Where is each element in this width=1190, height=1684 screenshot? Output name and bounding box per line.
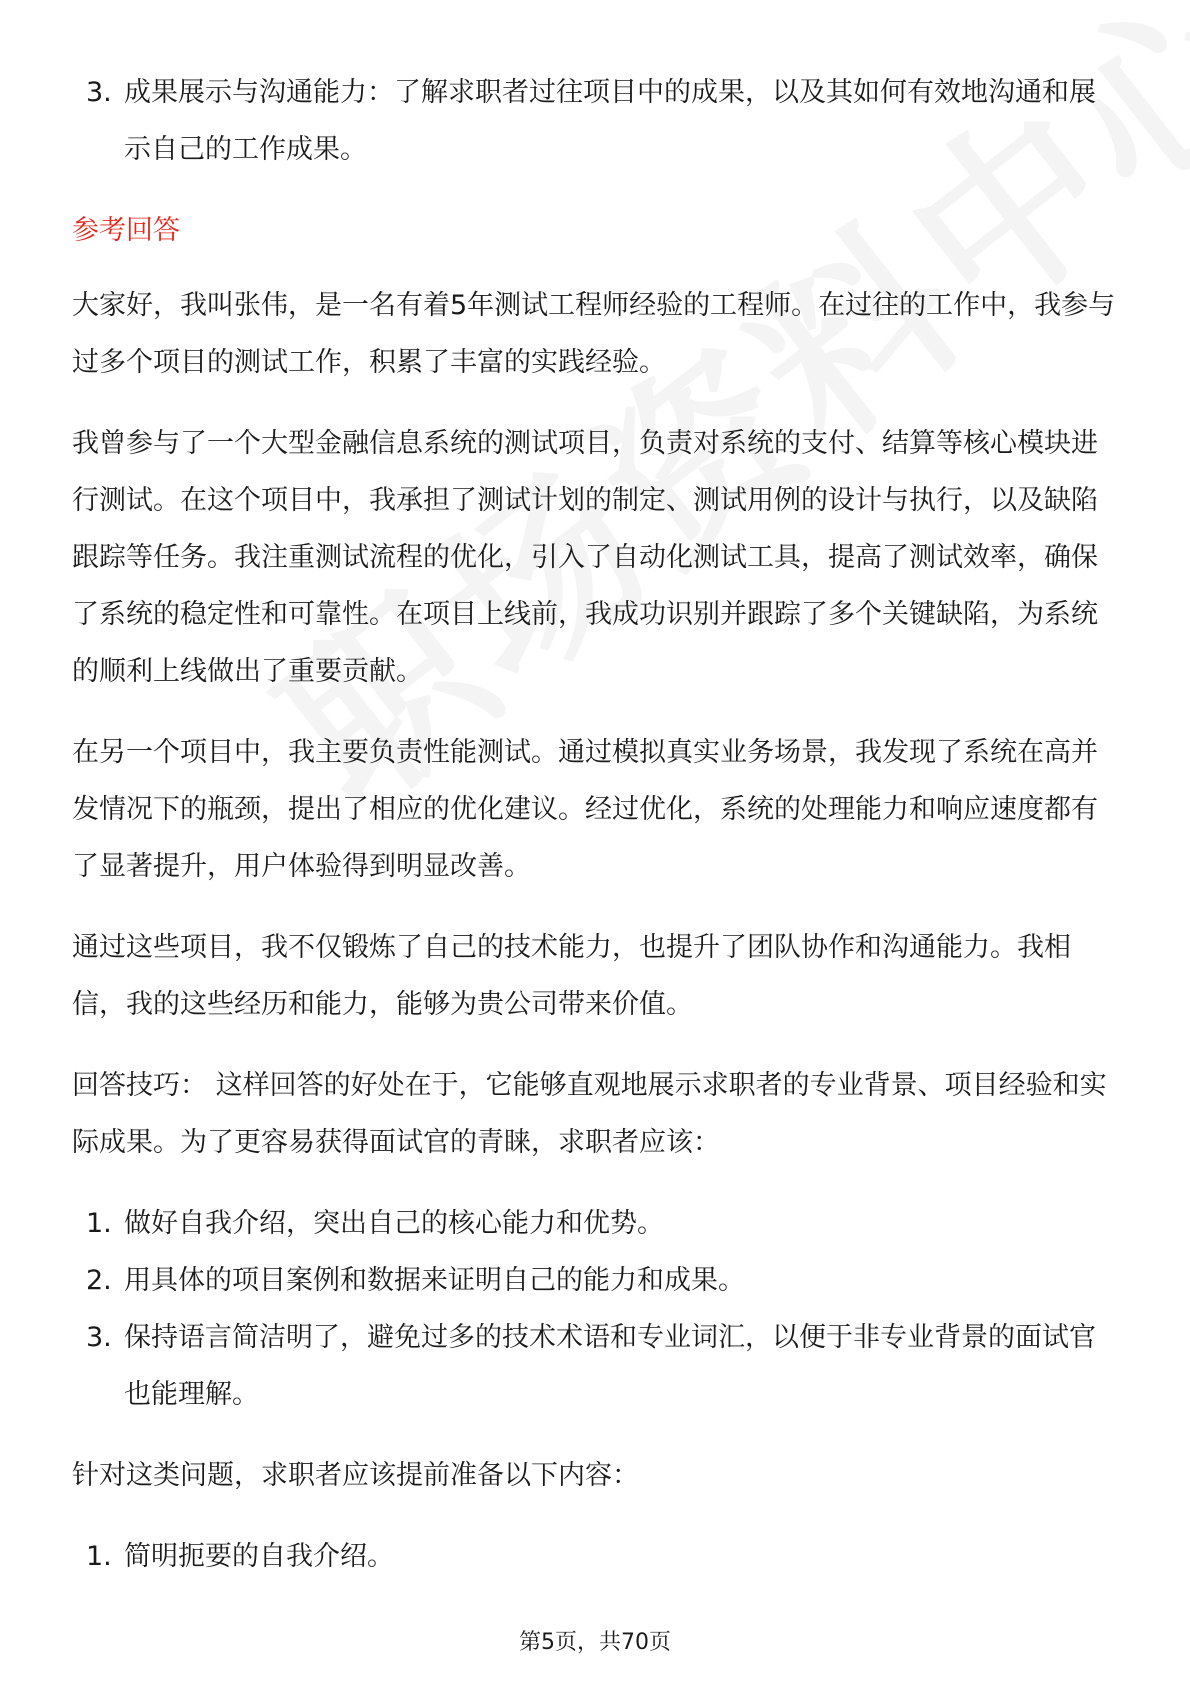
list-text: 用具体的项目案例和数据来证明自己的能力和成果。 [124, 1265, 745, 1296]
list-number: 3. [86, 77, 112, 108]
list-text: 简明扼要的自我介绍。 [124, 1541, 394, 1572]
list-text: 保持语言简洁明了，避免过多的技术术语和专业词汇，以便于非专业背景的面试官也能理解。 [124, 1322, 1096, 1410]
list-item [72, 1252, 1122, 1309]
section-heading: 参考回答 [72, 215, 180, 246]
tips-list [72, 1195, 1122, 1423]
page-number: 第5页，共70页 [519, 1630, 671, 1655]
answer-paragraph: 大家好，我叫张伟，是一名有着5年测试工程师经验的工程师。在过往的工作中，我参与过多个项目的测试工作，积累了丰富的实践经验。 [72, 290, 1116, 378]
answer-tips-paragraph: 回答技巧： 这样回答的好处在于，它能够直观地展示求职者的专业背景、项目经验和实际成果。为了更容易获得面试官的青睐，求职者应该： [72, 1070, 1107, 1158]
answer-paragraph: 在另一个项目中，我主要负责性能测试。通过模拟真实业务场景，我发现了系统在高并发情况下的瓶颈，提出了相应的优化建议。经过优化，系统的处理能力和响应速度都有了显著提升，用户体验得到明显改善。 [72, 737, 1098, 882]
answer-paragraph: 通过这些项目，我不仅锻炼了自己的技术能力，也提升了团队协作和沟通能力。我相信，我的这些经历和能力，能够为贵公司带来价值。 [72, 932, 1071, 1020]
criteria-list [72, 64, 1122, 178]
list-item [72, 1528, 1122, 1585]
answer-paragraph: 我曾参与了一个大型金融信息系统的测试项目，负责对系统的支付、结算等核心模块进行测试。在这个项目中，我承担了测试计划的制定、测试用例的设计与执行，以及缺陷跟踪等任务。我注重测试流程的优化，引入了自动化测试工具，提高了测试效率，确保了系统的稳定性和可靠性。在项目上线前，我成功识别并跟踪了多个关键缺陷，为系统的顺利上线做出了重要贡献。 [72, 428, 1098, 687]
list-number: 1. [86, 1208, 112, 1239]
list-text: 成果展示与沟通能力：了解求职者过往项目中的成果，以及其如何有效地沟通和展示自己的工作成果。 [124, 77, 1096, 165]
list-number: 2. [86, 1265, 112, 1296]
document-body [72, 64, 1122, 1609]
list-number: 1. [86, 1541, 112, 1572]
list-item [72, 1195, 1122, 1252]
list-item [72, 1309, 1122, 1423]
prep-list [72, 1528, 1122, 1585]
list-number: 3. [86, 1322, 112, 1353]
list-item [72, 64, 1122, 178]
list-text: 做好自我介绍，突出自己的核心能力和优势。 [124, 1208, 664, 1239]
prep-intro-paragraph: 针对这类问题，求职者应该提前准备以下内容： [72, 1460, 639, 1491]
